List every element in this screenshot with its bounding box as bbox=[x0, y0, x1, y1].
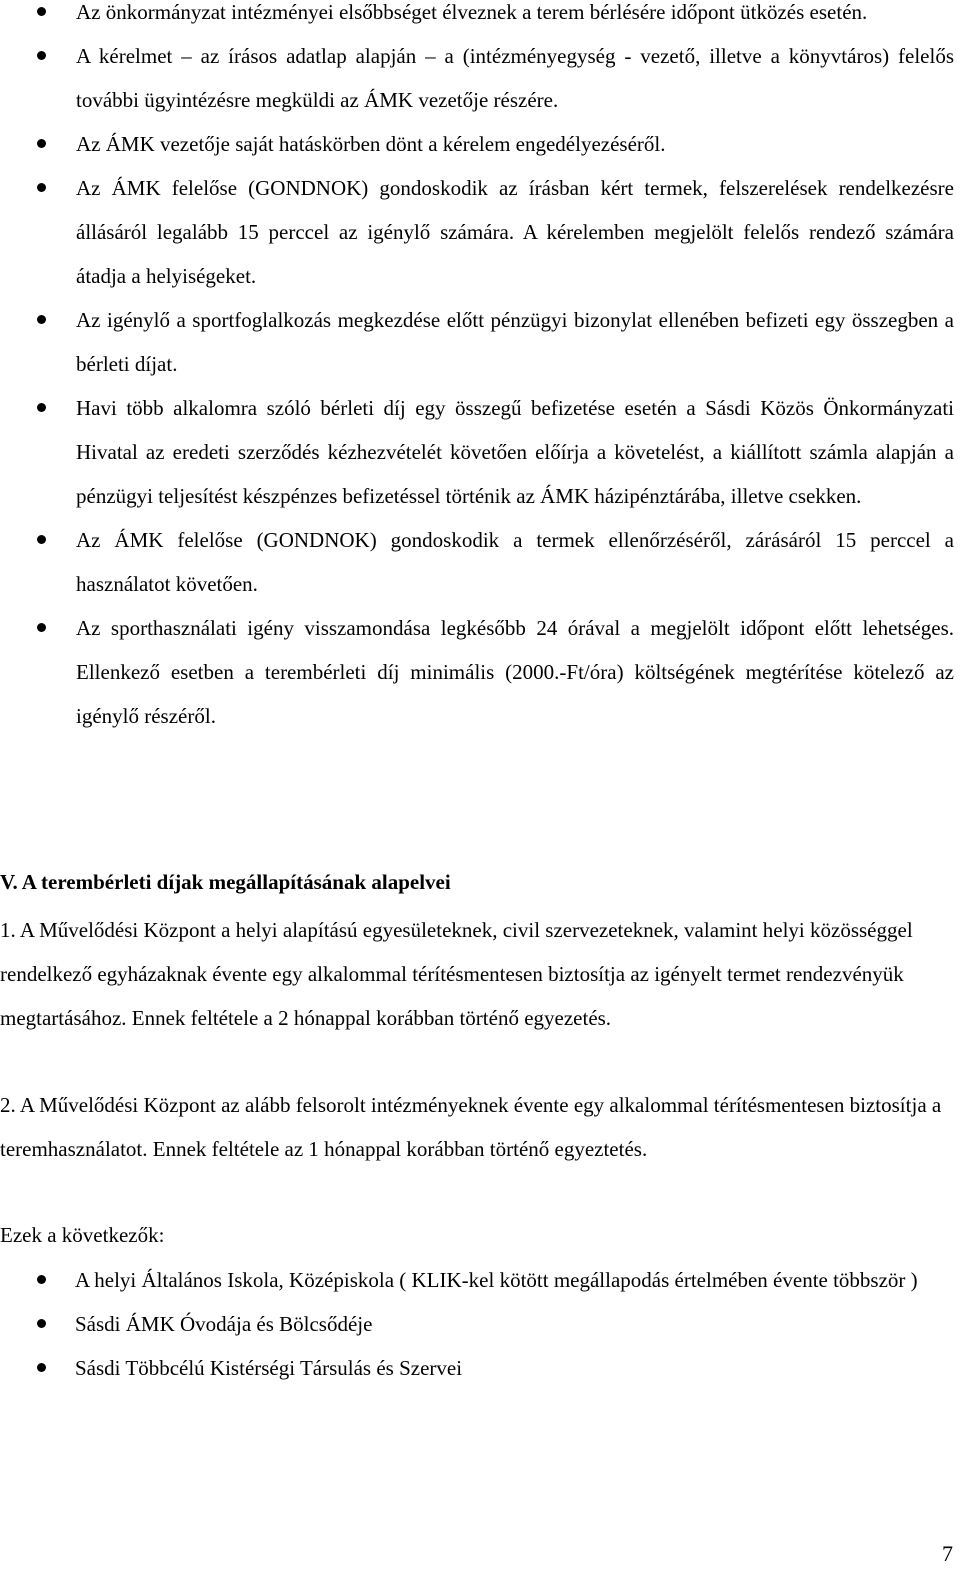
bullet-icon bbox=[37, 623, 46, 632]
list-item-text: Sásdi Többcélú Kistérségi Társulás és Szervei bbox=[75, 1356, 463, 1380]
list-item bbox=[0, 386, 960, 518]
list-item bbox=[0, 1302, 960, 1346]
list-item bbox=[0, 122, 960, 166]
section-heading: V. A terembérleti díjak megállapításának alapelvei bbox=[0, 870, 451, 894]
bullet-icon bbox=[37, 1319, 46, 1328]
list-item bbox=[0, 34, 960, 122]
list-item bbox=[0, 298, 960, 386]
bullet-icon bbox=[37, 1363, 46, 1372]
paragraph: 2. A Művelődési Központ az alább felsorolt intézményeknek évente egy alkalommal térítésmentesen biztosítja a teremhasználatot. Ennek feltétele az 1 hónappal korábban történő egyeztetés. bbox=[0, 1093, 942, 1161]
list-item bbox=[0, 1346, 960, 1390]
bullet-icon bbox=[37, 7, 46, 16]
list-item-text: Az önkormányzat intézményei elsőbbséget élveznek a terem bérlésére időpont ütközés esetén. bbox=[76, 0, 868, 24]
page-number: 7 bbox=[942, 1541, 953, 1566]
list-item-text: Az ÁMK felelőse (GONDNOK) gondoskodik az írásban kért termek, felszerelések rendelkezésre állásáról legalább 15 perccel az igénylő számára. A kérelemben megjelölt felelős rendező számára átadja a helyiségeket. bbox=[76, 176, 954, 288]
bullet-icon bbox=[37, 1275, 46, 1284]
list-item-text: A helyi Általános Iskola, Középiskola ( KLIK-kel kötött megállapodás értelmében évente többször ) bbox=[75, 1268, 918, 1292]
list-item bbox=[0, 166, 960, 298]
list-item-text: Az ÁMK felelőse (GONDNOK) gondoskodik a termek ellenőrzéséről, zárásáról 15 perccel a használatot követően. bbox=[76, 528, 954, 596]
list-item bbox=[0, 0, 960, 34]
institutions-bullet-list bbox=[0, 1258, 960, 1390]
bullet-icon bbox=[37, 183, 46, 192]
paragraph: 1. A Művelődési Központ a helyi alapítású egyesületeknek, civil szervezeteknek, valamint helyi közösséggel rendelkező egyházaknak évente egy alkalommal térítésmentesen biztosítja az igényelt termet rendezvényük megtartásához. Ennek feltétele a 2 hónappal korábban történő egyezetés. bbox=[0, 918, 913, 1030]
list-item-text: Az ÁMK vezetője saját hatáskörben dönt a kérelem engedélyezéséről. bbox=[76, 132, 666, 156]
bullet-icon bbox=[37, 315, 46, 324]
list-item bbox=[0, 1258, 960, 1302]
list-item bbox=[0, 518, 960, 606]
bullet-icon bbox=[37, 139, 46, 148]
bullet-icon bbox=[37, 403, 46, 412]
rules-bullet-list bbox=[0, 0, 960, 738]
paragraph: Ezek a következők: bbox=[0, 1223, 165, 1247]
list-item-text: Havi több alkalomra szóló bérleti díj egy összegű befizetése esetén a Sásdi Közös Önkormányzati Hivatal az eredeti szerződés kézhezvételét követően előírja a követelést, a kiállított számla alapján a pénzügyi teljesítést készpénzes befizetéssel történik az ÁMK házipénztárába, illetve csekken. bbox=[76, 396, 954, 508]
list-item-text: Az igénylő a sportfoglalkozás megkezdése előtt pénzügyi bizonylat ellenében befizeti egy összegben a bérleti díjat. bbox=[76, 308, 954, 376]
bullet-icon bbox=[37, 51, 46, 60]
list-item-text: A kérelmet – az írásos adatlap alapján – a (intézményegység - vezető, illetve a könyvtáros) felelős további ügyintézésre megküldi az ÁMK vezetője részére. bbox=[76, 44, 954, 112]
list-item-text: Sásdi ÁMK Óvodája és Bölcsődéje bbox=[75, 1312, 373, 1336]
list-item bbox=[0, 606, 960, 738]
list-item-text: Az sporthasználati igény visszamondása legkésőbb 24 órával a megjelölt időpont előtt lehetséges. Ellenkező esetben a terembérleti díj minimális (2000.-Ft/óra) költségének megtérítése kötelező az igénylő részéről. bbox=[76, 616, 954, 728]
bullet-icon bbox=[37, 535, 46, 544]
